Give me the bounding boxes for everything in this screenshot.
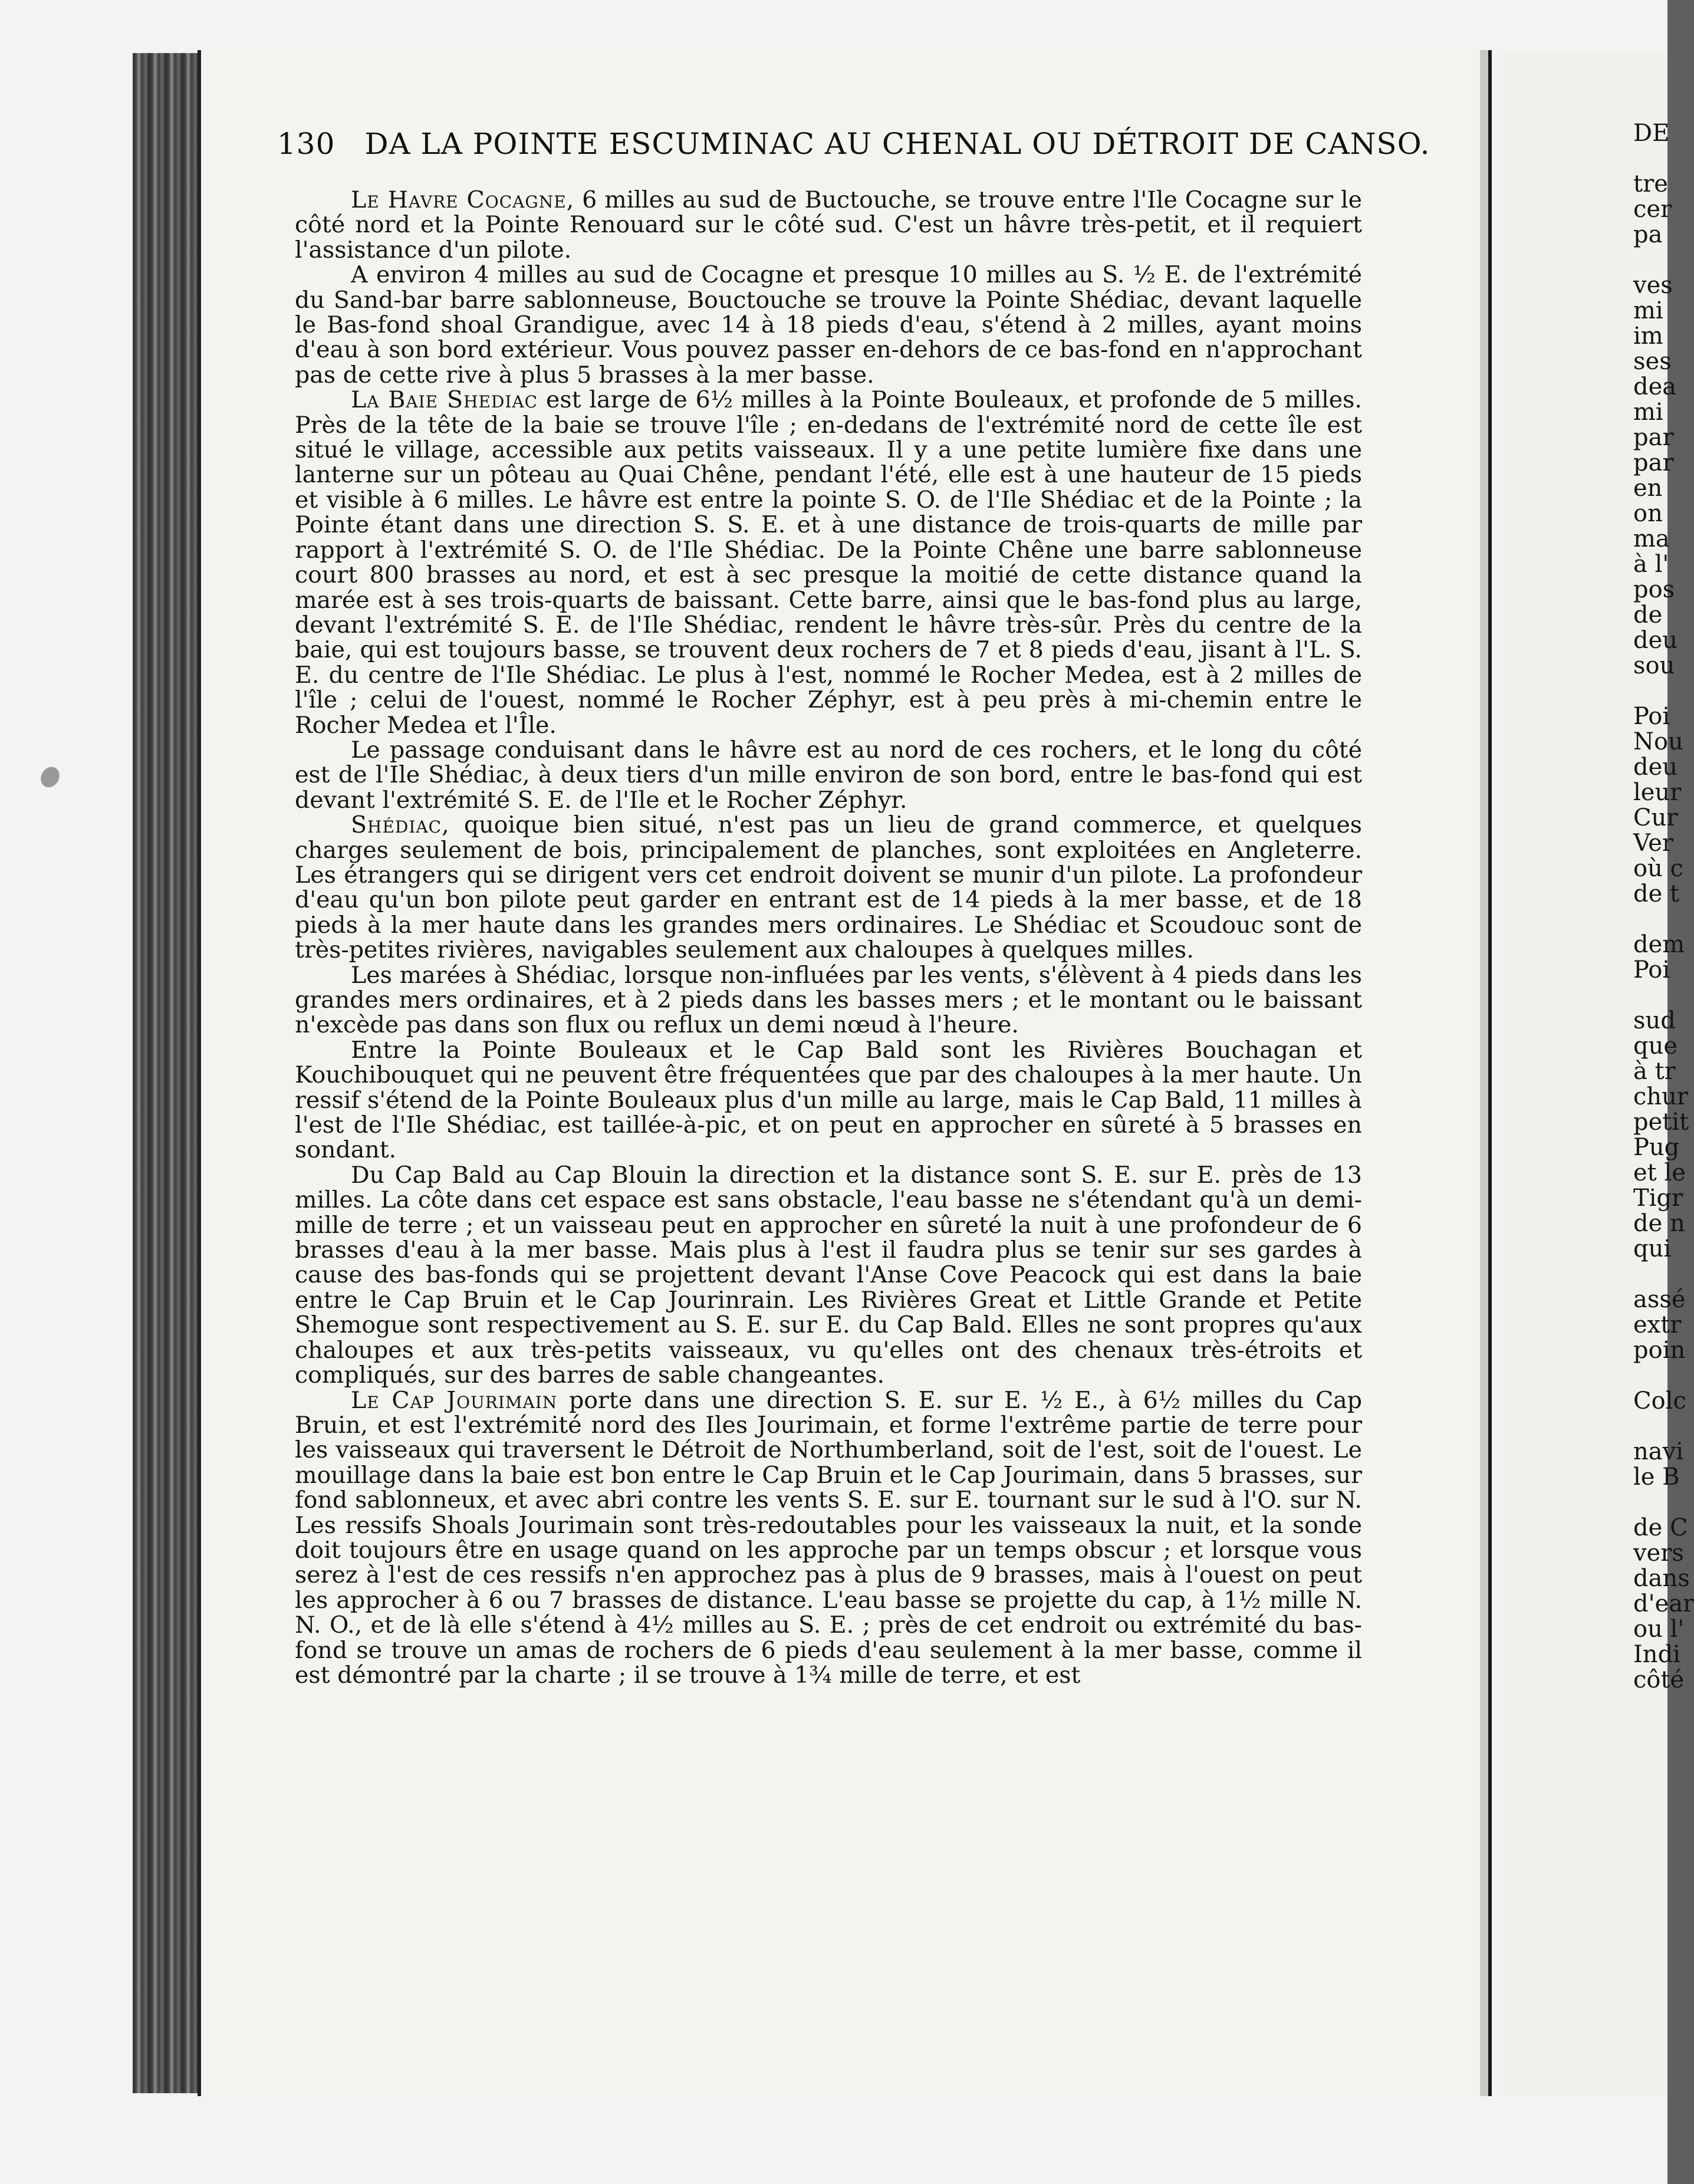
facing-page-fragment: [1633, 1262, 1667, 1287]
running-title: DA LA POINTE ESCUMINAC AU CHENAL OU DÉTROIT DE CANSO.: [364, 127, 1430, 161]
paragraph-text: est large de 6½ milles à la Pointe Bouleaux, et profonde de 5 milles. Près de la tête de la baie se trouve l'île ; en-dedans de l'extrémité nord de cette île est situé le village, accessible aux petits vaisseaux. Il y a une petite lumière fixe dans une lanterne sur un pôteau au Quai Chêne, pendant l'été, elle est à une hauteur de 15 pieds et visible à 6 milles. Le hâvre est entre la pointe S. O. de l'Ile Shédiac et de la Pointe ; la Pointe étant dans une direction S. S. E. et à une distance de trois-quarts de mille par rapport à l'extrémité S. O. de l'Ile Shédiac. De la Pointe Chêne une barre sablonneuse court 800 brasses au nord, et est à sec presque la moitié de cette distance quand la marée est à ses trois-quarts de baissant. Cette barre, ainsi que le bas-fond plus au large, devant l'extrémité S. E. de l'Ile Shédiac, rendent le hâvre très-sûr. Près du centre de la baie, qui est toujours basse, se trouvent deux rochers de 7 et 8 pieds d'eau, jisant à l'L. S. E. du centre de l'Ile Shédiac. Le plus à l'est, nommé le Rocher Medea, est à 2 milles de l'île ; celui de l'ouest, nommé le Rocher Zéphyr, est à peu près à mi-chemin entre le Rocher Medea et l'Île.: [295, 386, 1362, 739]
facing-page-fragment: [1633, 983, 1667, 1008]
facing-page-fragment: Pug: [1633, 1134, 1680, 1161]
facing-page-fragment: Cur: [1633, 804, 1678, 831]
paragraph: [295, 262, 1362, 387]
facing-page-fragment: ves: [1633, 272, 1673, 299]
facing-page-fragment: chur: [1633, 1083, 1689, 1110]
facing-page-fragment: [1633, 146, 1667, 172]
facing-page-fragment: de n: [1633, 1210, 1685, 1237]
paragraph-text: Entre la Pointe Bouleaux et le Cap Bald sont les Rivières Bouchagan et Kouchibouquet qui ne peuvent être fréquentées que par des chaloupes à la mer haute. Un ressif s'étend de la Pointe Bouleaux plus d'un mille au large, mais le Cap Bald, 11 milles à l'est de l'Ile Shédiac, est taillée-à-pic, et on peut en approcher en sûreté à 5 brasses en sondant.: [295, 1036, 1362, 1164]
facing-page-fragment: où c: [1633, 855, 1683, 882]
facing-page-fragment: tre: [1633, 170, 1668, 198]
paragraph: [295, 188, 1362, 262]
facing-page-fragment: assé: [1633, 1286, 1686, 1313]
facing-page-fragment: côté: [1633, 1666, 1685, 1693]
facing-page-fragment: dea: [1633, 373, 1677, 400]
page-edge: [1480, 50, 1488, 2096]
facing-page-fragment: en: [1633, 475, 1663, 502]
paragraph-text: A environ 4 milles au sud de Cocagne et presque 10 milles au S. ½ E. de l'extrémité du Sand-bar barre sablonneuse, Bouctouche se trouve la Pointe Shédiac, devant laquelle le Bas-fond shoal Grandigue, avec 14 à 18 pieds d'eau, s'étend à 2 milles, ayant moins d'eau à son bord extérieur. Vous pouvez passer en-dehors de ce bas-fond en n'approchant pas de cette rive à plus 5 brasses à la mer basse.: [295, 261, 1362, 389]
facing-page-fragment: que: [1633, 1032, 1678, 1060]
facing-page-fragment: deu: [1633, 754, 1678, 781]
facing-page-fragments: [1633, 120, 1694, 2008]
facing-page-fragment: ou l': [1633, 1616, 1685, 1643]
paragraph: [295, 1163, 1362, 1388]
facing-page-fragment: à tr: [1633, 1058, 1676, 1085]
facing-page-fragment: Nou: [1633, 728, 1683, 755]
facing-page-fragment: vers: [1633, 1540, 1684, 1567]
paragraph-lead: Le Cap Jourimain: [351, 1386, 558, 1414]
book-gutter: [133, 53, 200, 2093]
facing-page-fragment: de: [1633, 601, 1663, 629]
facing-page-fragment: et le: [1633, 1159, 1686, 1186]
facing-page-fragment: le B: [1633, 1463, 1680, 1491]
facing-page-fragment: navi: [1633, 1438, 1683, 1465]
facing-page-fragment: Ver: [1633, 830, 1674, 857]
page-divider: [1488, 50, 1492, 2096]
facing-page-fragment: Indi: [1633, 1641, 1680, 1668]
paragraph-text: porte dans une direction S. E. sur E. ½ E., à 6½ milles du Cap Bruin, et est l'extrémité nord des Iles Jourimain, et forme l'extrême partie de terre pour les vaisseaux qui traversent le Détroit de Northumberland, soit de l'est, soit de l'ouest. Le mouillage dans la baie est bon entre le Cap Bruin et le Cap Jourimain, dans 5 brasses, sur fond sablonneux, et avec abri contre les vents S. E. sur E. tournant sur le sud à l'O. sur N. Les ressifs Shoals Jourimain sont très-redoutables pour les vaisseaux la nuit, et la sonde doit toujours être en usage quand on les approche par un temps obscur ; et lorsque vous serez à l'est de ces ressifs n'en approchez pas à plus de 9 brasses, mais à l'ouest on peut les approcher à 6 ou 7 brasses de distance. L'eau basse se projette du cap, à 1½ mille N. N. O., et de là elle s'étend à 4½ milles au S. E. ; près de cet endroit ou extrémité du bas-fond se trouve un amas de rochers de 6 pieds d'eau seulement à la mer basse, comme il est démontré par la charte ; il se trouve à 1¾ mille de terre, et est: [295, 1386, 1362, 1689]
facing-page-fragment: [1633, 1414, 1667, 1439]
paragraph-lead: La Baie Shediac: [351, 386, 538, 414]
facing-page-fragment: deu: [1633, 627, 1678, 654]
facing-page-fragment: [1633, 248, 1667, 273]
facing-page-fragment: qui: [1633, 1235, 1672, 1262]
facing-page-fragment: [1633, 679, 1667, 704]
paragraph: [295, 1038, 1362, 1163]
facing-page-fragment: d'ear: [1633, 1590, 1694, 1617]
facing-page-fragment: Colc: [1633, 1387, 1686, 1415]
paragraph: [295, 813, 1362, 962]
facing-page-fragment: dans: [1633, 1565, 1690, 1592]
facing-page-fragment: DE: [1633, 120, 1670, 147]
facing-page-fragment: poin: [1633, 1337, 1686, 1364]
facing-page-fragment: ses: [1633, 348, 1672, 375]
paragraph-text: Du Cap Bald au Cap Blouin la direction et la distance sont S. E. sur E. près de 13 milles. La côte dans cet espace est sans obstacle, l'eau basse ne s'étendant qu'à un demi-mille de terre ; et un vaisseau peut en approcher en sûreté la nuit à une profondeur de 6 brasses d'eau à la mer basse. Mais plus à l'est il faudra plus se tenir sur ses gardes à cause des bas-fonds qui se projettent devant l'Anse Cove Peacock qui est dans la baie entre le Cap Bruin et le Cap Jourinrain. Les Rivières Great et Little Grande et Petite Shemogue sont respectivement au S. E. sur E. du Cap Bald. Elles ne sont propres qu'aux chaloupes et aux très-petits vaisseaux, vu qu'elles ont des chenaux très-étroits et compliqués, sur des barres de sable changeantes.: [295, 1161, 1362, 1389]
paragraph-lead: Shédiac,: [351, 811, 450, 839]
facing-page-fragment: cer: [1633, 196, 1672, 223]
facing-page-fragment: pa: [1633, 221, 1663, 248]
paragraph: [295, 738, 1362, 813]
facing-page-fragment: ma: [1633, 525, 1670, 552]
facing-page-fragment: mi: [1633, 399, 1663, 426]
page-number: 130: [277, 127, 335, 161]
paragraph-text: Les marées à Shédiac, lorsque non-influées par les vents, s'élèvent à 4 pieds dans les grandes mers ordinaires, et à 2 pieds dans les basses mers ; et le montant ou le baissant n'excède pas dans son flux ou reflux un demi nœud à l'heure.: [295, 961, 1362, 1039]
paragraph: [295, 1388, 1362, 1688]
facing-page-fragment: im: [1633, 323, 1663, 350]
page-body: [295, 188, 1362, 1688]
facing-page-fragment: pos: [1633, 576, 1675, 603]
paragraph: [295, 963, 1362, 1038]
facing-page-fragment: [1633, 1490, 1667, 1515]
facing-page-fragment: de t: [1633, 880, 1680, 907]
paragraph-text: 6 milles au sud de Buctouche, se trouve entre l'Ile Cocagne sur le côté nord et la Pointe Renouard sur le côté sud. C'est un hâvre très-petit, et il requiert l'assistance d'un pilote.: [295, 186, 1362, 264]
facing-page-fragment: par: [1633, 449, 1674, 476]
facing-page-fragment: Poi: [1633, 956, 1670, 984]
facing-page-fragment: par: [1633, 424, 1674, 451]
facing-page-fragment: dem: [1633, 931, 1685, 958]
facing-page-fragment: Poi: [1633, 703, 1670, 730]
facing-page-fragment: [1633, 1363, 1667, 1389]
paragraph-text: Le passage conduisant dans le hâvre est au nord de ces rochers, et le long du côté est de l'Ile Shédiac, à deux tiers d'un mille environ de son bord, entre le bas-fond qui est devant l'extrémité S. E. de l'Ile et le Rocher Zéphyr.: [295, 736, 1362, 814]
facing-page-fragment: de C: [1633, 1514, 1688, 1541]
page-header: [277, 127, 1430, 161]
facing-page-fragment: sou: [1633, 652, 1675, 679]
facing-page-fragment: leur: [1633, 779, 1682, 806]
facing-page-fragment: Tigr: [1633, 1185, 1683, 1212]
facing-page-fragment: extr: [1633, 1311, 1682, 1338]
paragraph: [295, 387, 1362, 738]
facing-page-fragment: à l': [1633, 551, 1669, 578]
facing-page-fragment: mi: [1633, 297, 1663, 324]
facing-page-fragment: [1633, 907, 1667, 932]
paragraph-text: quoique bien situé, n'est pas un lieu de grand commerce, et quelques charges seulement de bois, principalement de planches, sont exploitées en Angleterre. Les étrangers qui se dirigent vers cet endroit doivent se munir d'un pilote. La profondeur d'eau qu'un bon pilote peut garder en entrant est de 14 pieds à la mer basse, et de 18 pieds à la mer haute dans les grandes mers ordinaires. Le Shédiac et Scoudouc sont de très-petites rivières, navigables seulement aux chaloupes à quelques milles.: [295, 811, 1362, 964]
paragraph-lead: Le Havre Cocagne,: [351, 186, 575, 213]
facing-page-fragment: sud: [1633, 1007, 1676, 1034]
facing-page-fragment: on: [1633, 500, 1663, 527]
facing-page-fragment: petit: [1633, 1109, 1689, 1136]
